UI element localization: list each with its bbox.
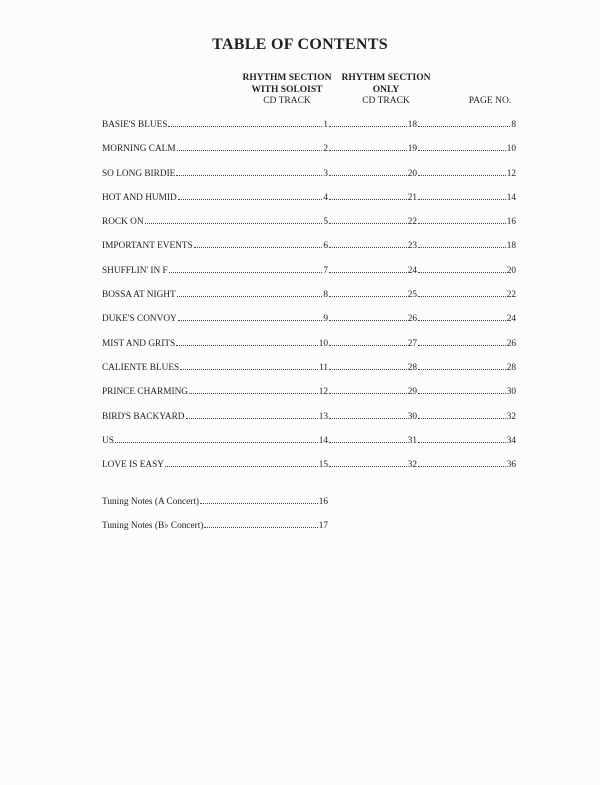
- table-row: [102, 458, 516, 482]
- dot-leader: [418, 288, 506, 297]
- tuning-track: 17: [318, 521, 328, 531]
- soloist-track: 5: [323, 217, 328, 228]
- entry-title: BIRD'S BACKYARD: [102, 411, 185, 422]
- rhythm-track: 23: [407, 241, 417, 252]
- entry-title: PRINCE CHARMING: [102, 387, 189, 398]
- page-number-cell: [417, 264, 516, 277]
- page-number-cell: [417, 239, 516, 252]
- entry-title-cell: [102, 264, 328, 277]
- dot-leader: [200, 495, 318, 504]
- page-number: 26: [506, 338, 516, 349]
- page-number-cell: [417, 458, 516, 471]
- tuning-row: [102, 519, 328, 543]
- entry-title-cell: [102, 239, 328, 252]
- page-number: 30: [506, 387, 516, 398]
- table-row: [102, 167, 516, 191]
- page-number: 20: [506, 265, 516, 276]
- entry-title: MORNING CALM: [102, 144, 176, 155]
- dot-leader: [180, 361, 318, 370]
- rhythm-track: 18: [407, 120, 417, 130]
- dot-leader: [329, 312, 407, 321]
- table-row: [102, 410, 516, 434]
- entry-title-cell: [102, 361, 328, 374]
- header-page-no: [440, 96, 540, 108]
- dot-leader: [418, 191, 506, 200]
- page-number: 24: [506, 314, 516, 325]
- dot-leader: [145, 215, 323, 224]
- entry-title: LOVE IS EASY: [102, 460, 164, 471]
- page-title: TABLE OF CONTENTS: [212, 36, 388, 53]
- tuning-notes-list: [102, 495, 328, 543]
- rhythm-track-cell: [328, 239, 417, 252]
- page-number-cell: [417, 215, 516, 228]
- page-number: 10: [506, 144, 516, 155]
- entry-title: SO LONG BIRDIE: [102, 168, 176, 179]
- rhythm-track-cell: [328, 458, 417, 471]
- entry-title: IMPORTANT EVENTS: [102, 241, 193, 252]
- soloist-track: 12: [318, 387, 328, 398]
- page-number-cell: [417, 410, 516, 423]
- header-line: CD TRACK: [362, 96, 410, 106]
- soloist-track: 4: [323, 192, 328, 203]
- page-number: 36: [506, 460, 516, 471]
- dot-leader: [418, 361, 506, 370]
- entry-title: US: [102, 435, 114, 446]
- dot-leader: [329, 118, 407, 127]
- table-row: [102, 215, 516, 239]
- dot-leader: [189, 385, 318, 394]
- entry-title-cell: [102, 142, 328, 155]
- entry-title: BOSSA AT NIGHT: [102, 290, 176, 301]
- rhythm-track-cell: [328, 191, 417, 204]
- rhythm-track-cell: [328, 264, 417, 277]
- tuning-track: 16: [318, 497, 328, 507]
- rhythm-track: 20: [407, 168, 417, 179]
- page-number-cell: [417, 118, 516, 131]
- entry-title-cell: [102, 191, 328, 204]
- table-row: [102, 361, 516, 385]
- entry-title-cell: [102, 215, 328, 228]
- soloist-track: 2: [323, 144, 328, 155]
- entry-title: MIST AND GRITS: [102, 338, 176, 349]
- dot-leader: [329, 337, 407, 346]
- dot-leader: [178, 312, 323, 321]
- entry-title: SHUFFLIN' IN F: [102, 265, 168, 276]
- rhythm-track-cell: [328, 215, 417, 228]
- header-line: ONLY: [372, 84, 400, 95]
- dot-leader: [418, 312, 506, 321]
- rhythm-track: 28: [407, 362, 417, 373]
- entry-title-cell: [102, 385, 328, 398]
- rhythm-track-cell: [328, 118, 417, 131]
- table-row: [102, 288, 516, 312]
- entry-title-cell: [102, 167, 328, 180]
- page-number-cell: [417, 167, 516, 180]
- entry-title-cell: [102, 312, 328, 325]
- rhythm-track-cell: [328, 337, 417, 350]
- dot-leader: [418, 118, 510, 127]
- soloist-track: 7: [323, 265, 328, 276]
- dot-leader: [329, 142, 407, 151]
- entry-title-cell: [102, 434, 328, 447]
- soloist-track: 13: [318, 411, 328, 422]
- rhythm-track: 21: [407, 192, 417, 203]
- entry-title: BASIE'S BLUES: [102, 120, 168, 130]
- dot-leader: [177, 142, 323, 151]
- table-row: [102, 312, 516, 336]
- dot-leader: [418, 434, 506, 443]
- header-line: CD TRACK: [263, 96, 311, 106]
- dot-leader: [329, 215, 407, 224]
- rhythm-track: 26: [407, 314, 417, 325]
- soloist-track: 10: [318, 338, 328, 349]
- page-number-cell: [417, 361, 516, 374]
- rhythm-track-cell: [328, 385, 417, 398]
- page-number-cell: [417, 288, 516, 301]
- rhythm-track: 31: [407, 435, 417, 446]
- rhythm-track: 29: [407, 387, 417, 398]
- rhythm-track: 32: [407, 460, 417, 471]
- entry-title-cell: [102, 458, 328, 471]
- rhythm-track: 24: [407, 265, 417, 276]
- dot-leader: [176, 337, 318, 346]
- dot-leader: [418, 385, 506, 394]
- page-number: 18: [506, 241, 516, 252]
- rhythm-track-cell: [328, 167, 417, 180]
- soloist-track: 14: [318, 435, 328, 446]
- page-number-cell: [417, 312, 516, 325]
- dot-leader: [169, 264, 323, 273]
- dot-leader: [329, 361, 407, 370]
- rhythm-track-cell: [328, 434, 417, 447]
- rhythm-track: 19: [407, 144, 417, 155]
- dot-leader: [418, 410, 506, 419]
- soloist-track: 3: [323, 168, 328, 179]
- dot-leader: [329, 239, 407, 248]
- page-number-cell: [417, 434, 516, 447]
- soloist-track: 1: [323, 120, 328, 130]
- table-row: [102, 337, 516, 361]
- dot-leader: [418, 142, 506, 151]
- dot-leader: [418, 239, 506, 248]
- page-number: 14: [506, 192, 516, 203]
- dot-leader: [418, 167, 506, 176]
- soloist-track: 15: [318, 460, 328, 471]
- table-row: [102, 118, 516, 142]
- contents-list: [102, 118, 516, 482]
- dot-leader: [329, 288, 407, 297]
- header-rhythm-only: [331, 73, 441, 108]
- entry-title-cell: [102, 337, 328, 350]
- soloist-track: 9: [323, 314, 328, 325]
- soloist-track: 11: [319, 362, 328, 373]
- tuning-label: Tuning Notes (A Concert): [102, 497, 200, 507]
- dot-leader: [115, 434, 318, 443]
- entry-title-cell: [102, 118, 328, 131]
- tuning-label: Tuning Notes (B♭ Concert): [102, 521, 204, 531]
- dot-leader: [165, 458, 318, 467]
- dot-leader: [329, 191, 407, 200]
- entry-title: HOT AND HUMID: [102, 192, 177, 203]
- header-line: PAGE NO.: [468, 96, 512, 106]
- rhythm-track: 30: [407, 411, 417, 422]
- table-row: [102, 264, 516, 288]
- dot-leader: [168, 118, 322, 127]
- rhythm-track: 25: [407, 290, 417, 301]
- dot-leader: [418, 337, 506, 346]
- dot-leader: [418, 215, 506, 224]
- page-number: 34: [506, 435, 516, 446]
- page-number: 32: [506, 411, 516, 422]
- dot-leader: [329, 458, 407, 467]
- rhythm-track-cell: [328, 312, 417, 325]
- rhythm-track-cell: [328, 288, 417, 301]
- dot-leader: [418, 264, 506, 273]
- page-number-cell: [417, 142, 516, 155]
- page-number: 22: [506, 290, 516, 301]
- header-line: WITH SOLOIST: [251, 84, 323, 95]
- rhythm-track-cell: [328, 361, 417, 374]
- page-number-cell: [417, 191, 516, 204]
- dot-leader: [329, 410, 407, 419]
- dot-leader: [194, 239, 323, 248]
- table-row: [102, 385, 516, 409]
- soloist-track: 6: [323, 241, 328, 252]
- dot-leader: [329, 264, 407, 273]
- tuning-row: [102, 495, 328, 519]
- entry-title-cell: [102, 288, 328, 301]
- dot-leader: [178, 191, 323, 200]
- dot-leader: [177, 288, 323, 297]
- dot-leader: [204, 519, 317, 528]
- table-row: [102, 142, 516, 166]
- dot-leader: [329, 434, 407, 443]
- entry-title: CALIENTE BLUES: [102, 362, 180, 373]
- entry-title: ROCK ON: [102, 217, 144, 228]
- page-number-cell: [417, 385, 516, 398]
- rhythm-track-cell: [328, 142, 417, 155]
- rhythm-track-cell: [328, 410, 417, 423]
- dot-leader: [329, 167, 407, 176]
- soloist-track: 8: [323, 290, 328, 301]
- dot-leader: [176, 167, 322, 176]
- table-row: [102, 239, 516, 263]
- dot-leader: [329, 385, 407, 394]
- page-number-cell: [417, 337, 516, 350]
- table-row: [102, 434, 516, 458]
- table-row: [102, 191, 516, 215]
- entry-title-cell: [102, 410, 328, 423]
- rhythm-track: 22: [407, 217, 417, 228]
- dot-leader: [186, 410, 318, 419]
- entry-title: DUKE'S CONVOY: [102, 314, 177, 325]
- page-number: 28: [506, 362, 516, 373]
- dot-leader: [418, 458, 506, 467]
- page-number: 8: [511, 120, 516, 130]
- header-rhythm-with-soloist: [232, 73, 342, 108]
- page-number: 16: [506, 217, 516, 228]
- page-number: 12: [506, 168, 516, 179]
- rhythm-track: 27: [407, 338, 417, 349]
- header-line: RHYTHM SECTION: [341, 73, 431, 83]
- header-line: RHYTHM SECTION: [242, 73, 332, 83]
